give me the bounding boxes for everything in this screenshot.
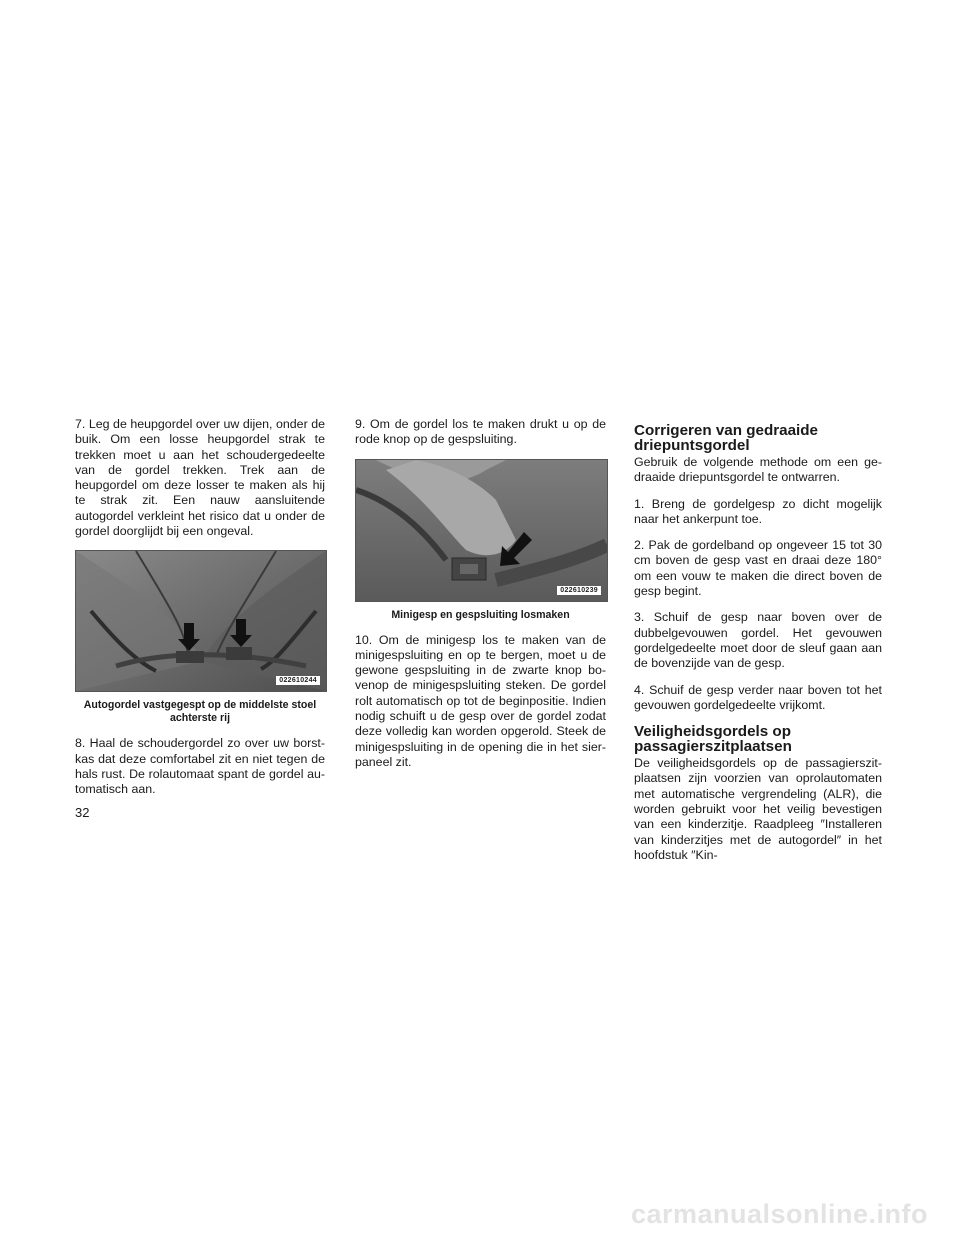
intro-paragraph: Gebruik de volgende methode om een gedraaide driepuntsgordel te ontwarren. (634, 455, 882, 485)
section-heading-passenger-belts (634, 724, 882, 754)
page-number: 32 (75, 805, 90, 820)
step-paragraph: 4. Schuif de gesp verder naar boven tot het gevouwen gordelgedeelte vrijkomt. (634, 682, 882, 712)
figure-caption (75, 699, 325, 725)
step-8-paragraph: 8. Haal de schoudergordel zo over uw borstkas dat deze comfortabel zit en niet tegen de hals rust. De rolautomaat spant de gordel automatisch aan. (75, 736, 325, 797)
heading-line: driepuntsgordel (634, 437, 750, 454)
watermark: carmanualsonline.info (630, 1199, 928, 1229)
figure-code: 022610244 (276, 676, 320, 685)
minigesp-photo (355, 459, 608, 602)
caption-line: Autogordel vastgegespt op de middelste stoel (83, 699, 317, 712)
buckle-illustration (356, 460, 607, 601)
step-paragraph: 2. Pak de gordelband op ongeveer 15 tot 30 cm boven de gesp vast en draai deze 180° om een vouw te maken die direct boven de gesp begint. (634, 538, 882, 599)
figure-caption: Minigesp en gespsluiting losmaken (391, 608, 570, 621)
seat-belt-photo (75, 550, 327, 692)
step-9-paragraph: 9. Om de gordel los te maken drukt u op de rode knop op de gespsluiting. (355, 417, 606, 447)
figure-code: 022610239 (557, 586, 601, 595)
step-paragraph: 3. Schuif de gesp naar boven over de dubbelgevouwen gordel. Het gevouwen gordelgedeelte moet door de sleuf gaan aan de bovenzijde van de gesp. (634, 610, 882, 671)
figure-rear-middle-seat-belt (75, 550, 325, 725)
alr-paragraph: De veiligheidsgordels op de passagierszitplaatsen zijn voorzien van oprolautomaten met automatische vergrendeling (ALR), die worden gebruikt voor het veilig bevestigen van een kinderzitje. Raadpleeg ″Installeren van kinderzitjes met de autogordel″ in het hoofdstuk ″Kin- (634, 756, 882, 862)
column-right (634, 423, 882, 874)
seat-belt-illustration (76, 551, 326, 691)
column-middle (355, 417, 606, 781)
step-7-paragraph: 7. Leg de heupgordel over uw dijen, onder de buik. Om een losse heupgordel strak te trekken moet u aan het schoudergedeelte van de gordel trekken. Trek aan de heupgordel om deze losser te maken als hij te strak zit. Een nauw aansluitende autogordel verkleint het risico dat u onder de gordel doorglijdt bij een ongeval. (75, 417, 325, 539)
heading-line: Corrigeren van gedraaide (634, 422, 819, 439)
figure-minigesp (355, 459, 606, 622)
section-heading-twisted-belt (634, 423, 882, 453)
heading-line: passagierszitplaatsen (634, 738, 792, 756)
caption-line: achterste rij (169, 712, 231, 725)
column-left (75, 417, 325, 809)
heading-line: Veiligheidsgordels op (634, 723, 791, 741)
step-paragraph: 1. Breng de gordelgesp zo dicht mogelijk naar het ankerpunt toe. (634, 496, 882, 526)
step-10-paragraph: 10. Om de minigesp los te maken van de minigespsluiting en op te bergen, moet u de gewone gespsluiting in de zwarte knop bovenop de minigespsluiting steken. De gordel rolt automatisch op tot de beginpositie. Indien nodig schuift u de gesp over de gordel zodat deze volledig kan worden opgerold. Steek de minigespsluiting in de opening die in het sierpaneel zit. (355, 632, 606, 769)
